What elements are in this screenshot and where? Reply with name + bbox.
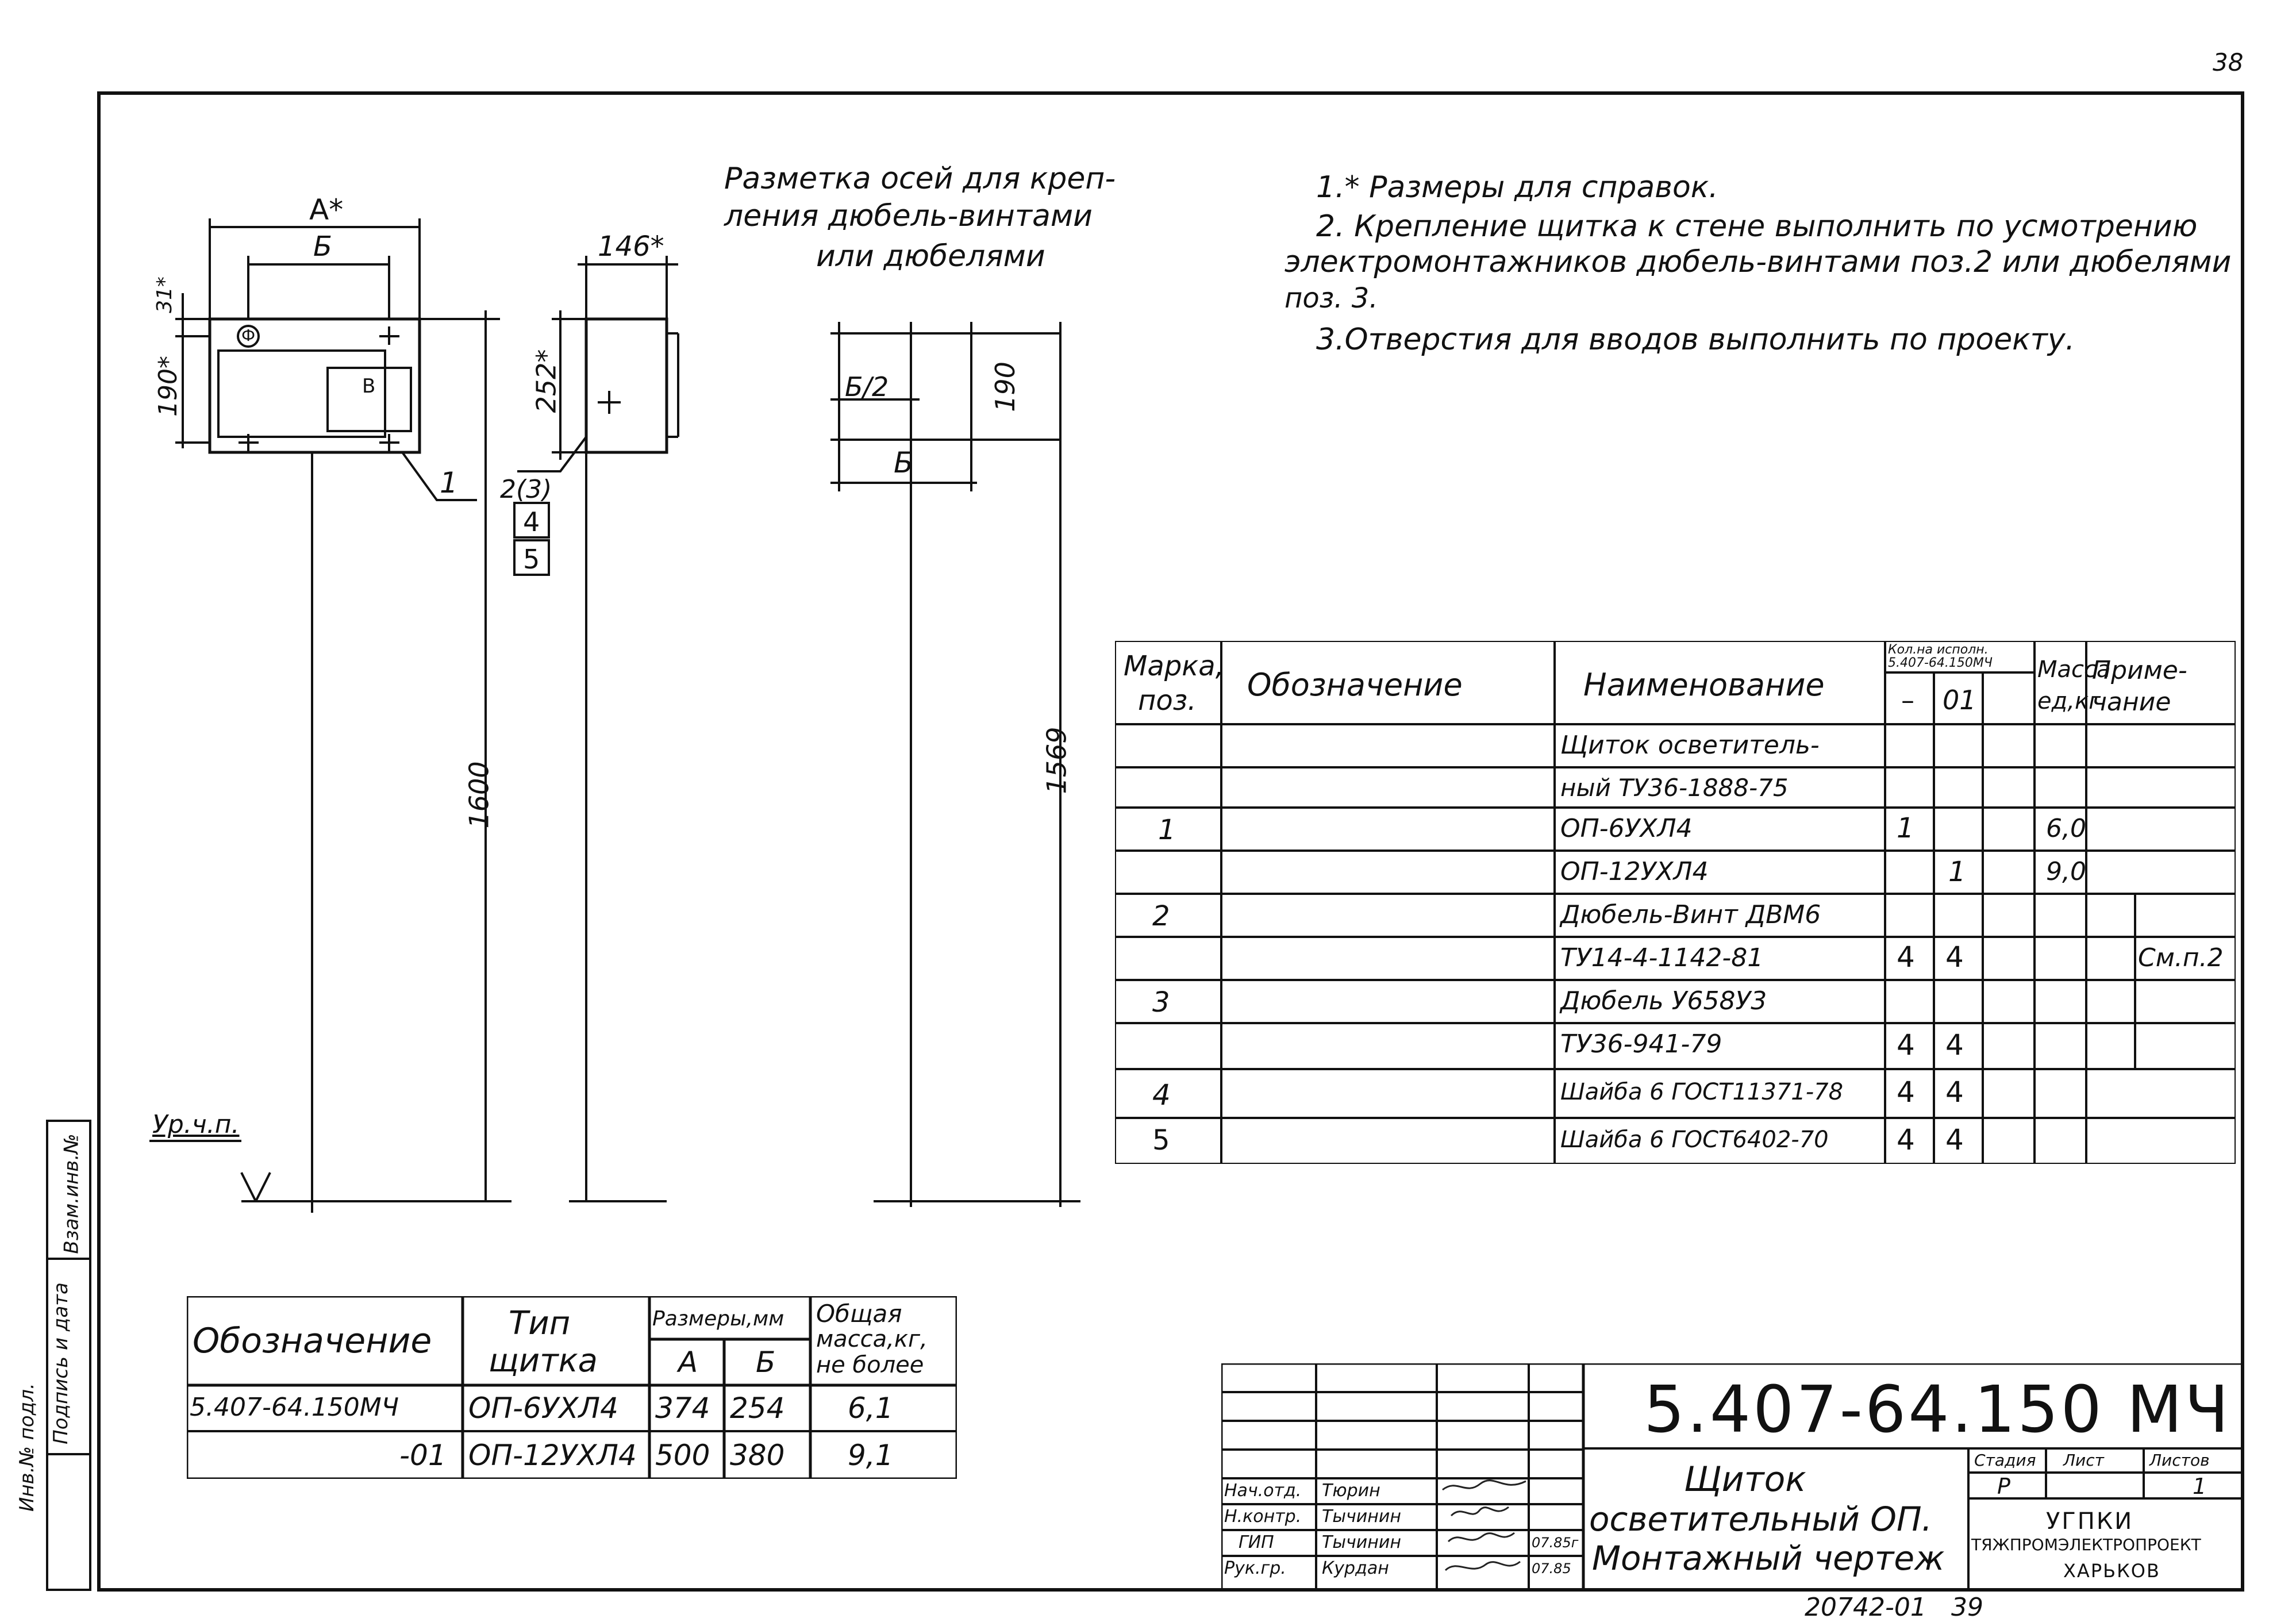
- spec-row-name: ТУ14-4-1142-81: [1560, 943, 1764, 973]
- note-2: 2. Крепление щитка к стене выполнить по усмотрению: [1316, 209, 2198, 244]
- callout-pos-2-3: 2(3): [500, 475, 552, 504]
- spec-row-qty-2: 4: [1945, 940, 1964, 974]
- spec-row-qty-2: 4: [1945, 1123, 1964, 1156]
- doc-title-line-1: Щиток: [1684, 1459, 1806, 1500]
- title-block: [1221, 1363, 2243, 1590]
- note-2-cont: электромонтажников дюбель-винтами поз.2 или дюбелями: [1284, 245, 2232, 279]
- dim-b: Б: [313, 230, 332, 263]
- type-header-mass-1: Общая: [816, 1300, 902, 1328]
- sheets-label: Листов: [2149, 1451, 2210, 1470]
- sheet-label: Лист: [2063, 1451, 2104, 1470]
- stage-label: Стадия: [1974, 1451, 2036, 1470]
- note-3: 3.Отверстия для вводов выполнить по проекту.: [1316, 322, 2075, 357]
- dim-b-marking: Б: [894, 446, 914, 479]
- stamp-signature-date: Подпись и дата: [49, 1282, 72, 1444]
- spec-row-qty-1: 4: [1897, 1028, 1915, 1062]
- name-chief-engineer: Тычинин: [1322, 1532, 1401, 1552]
- type-header-mass-2: масса,кг,: [816, 1326, 928, 1352]
- sheets-value: 1: [2193, 1474, 2207, 1499]
- dim-31: 31*: [152, 276, 176, 313]
- dim-252: 252*: [530, 349, 562, 413]
- hole-mark: Ф: [241, 326, 256, 345]
- dim-b-half: Б/2: [845, 371, 889, 402]
- panel-letter-v: В: [362, 375, 376, 398]
- spec-row-qty-1: 4: [1897, 940, 1915, 974]
- doc-title-line-2: осветительный ОП.: [1589, 1500, 1932, 1539]
- spec-row-qty-1: 4: [1897, 1075, 1915, 1109]
- spec-row-name: Дюбель У658У3: [1560, 986, 1767, 1016]
- dim-190: 190: [989, 362, 1021, 412]
- role-head-dept: Нач.отд.: [1224, 1481, 1302, 1501]
- stamp-inv-number: Инв.№ подл.: [16, 1383, 39, 1512]
- org-line-2: ТЯЖПРОМЭЛЕКТРОПРОЕКТ: [1971, 1535, 2201, 1554]
- dim-190-star: 190*: [153, 356, 183, 417]
- type-header-type-2: щитка: [489, 1342, 598, 1379]
- spec-header-note-1: Приме-: [2092, 656, 2187, 685]
- spec-row-mass: 9,0: [2046, 857, 2086, 886]
- type-header-a: А: [678, 1346, 698, 1379]
- type-row-a: 500: [655, 1439, 710, 1472]
- type-row-b: 254: [730, 1392, 785, 1425]
- role-chief-engineer: ГИП: [1239, 1532, 1274, 1552]
- spec-row-name: Шайба 6 ГОСТ11371-78: [1560, 1079, 1844, 1105]
- name-head-dept: Тюрин: [1322, 1481, 1380, 1501]
- dim-a: А*: [309, 193, 344, 226]
- role-group-lead: Рук.гр.: [1224, 1558, 1286, 1578]
- marking-caption-line-1: Разметка осей для креп-: [724, 162, 1116, 196]
- marking-caption-line-2: ления дюбель-винтами: [724, 199, 1093, 233]
- spec-header-mark-1: Марка,: [1124, 650, 1224, 682]
- dim-1569: 1569: [1041, 727, 1072, 794]
- callout-pos-1: 1: [440, 466, 458, 499]
- type-header-designation: Обозначение: [193, 1321, 432, 1361]
- type-row-a: 374: [655, 1392, 710, 1425]
- role-norm-control: Н.контр.: [1224, 1506, 1302, 1527]
- note-2-end: поз. 3.: [1284, 282, 1378, 314]
- spec-row-name: Шайба 6 ГОСТ6402-70: [1560, 1127, 1829, 1153]
- spec-header-mark-2: поз.: [1138, 685, 1197, 717]
- doc-title-line-3: Монтажный чертеж: [1592, 1539, 1945, 1578]
- spec-row-name: ОП-6УХЛ4: [1560, 814, 1693, 843]
- stamp-replacement-inv: Взам.инв.№: [60, 1133, 83, 1254]
- doc-code: 5.407-64.150 МЧ: [1644, 1373, 2231, 1447]
- note-1: 1.* Размеры для справок.: [1316, 170, 1718, 205]
- type-row-mass: 6,1: [848, 1392, 894, 1425]
- dim-1600: 1600: [463, 761, 495, 829]
- spec-header-qty-col-1: –: [1901, 685, 1914, 716]
- callout-pos-4: 4: [523, 506, 540, 537]
- spec-header-mass-2: ед,кг: [2037, 688, 2101, 714]
- type-header-b: Б: [756, 1346, 776, 1379]
- spec-row-pos: 3: [1152, 986, 1170, 1018]
- type-header-type-1: Тип: [509, 1305, 571, 1342]
- page-number: 38: [2213, 48, 2244, 76]
- spec-row-name: ОП-12УХЛ4: [1560, 857, 1709, 886]
- type-row-designation: 5.407-64.150МЧ: [190, 1393, 399, 1422]
- spec-row-pos: 5: [1152, 1124, 1170, 1156]
- spec-row-qty-2: 4: [1945, 1028, 1964, 1062]
- spec-row-qty-1: 1: [1897, 812, 1914, 844]
- spec-row-mass: 6,0: [2046, 814, 2086, 843]
- signatures: [1440, 1478, 1532, 1588]
- date-group-lead: 07.85: [1532, 1560, 1571, 1577]
- dim-146: 146*: [598, 230, 664, 263]
- spec-header-qty-2: 5.407-64.150МЧ: [1888, 656, 1993, 670]
- spec-row-pos: 4: [1152, 1078, 1171, 1112]
- type-row-mass: 9,1: [848, 1439, 894, 1472]
- spec-header-note-2: чание: [2092, 687, 2171, 717]
- name-norm-control: Тычинин: [1322, 1506, 1401, 1527]
- type-header-sizes: Размеры,мм: [652, 1307, 784, 1331]
- date-chief-engineer: 07.85г: [1532, 1535, 1579, 1551]
- archive-number: 20742-01: [1805, 1593, 1926, 1622]
- type-table: [187, 1296, 957, 1479]
- spec-header-designation: Обозначение: [1247, 667, 1463, 703]
- floor-level-label: Ур.ч.п.: [152, 1110, 240, 1139]
- callout-pos-5: 5: [523, 544, 540, 575]
- spec-row-name: ный ТУ36-1888-75: [1560, 774, 1789, 802]
- type-header-mass-3: не более: [816, 1352, 924, 1378]
- marking-caption-line-3: или дюбелями: [816, 239, 1045, 274]
- spec-row-qty-2: 1: [1948, 856, 1966, 888]
- stage-value: Р: [1997, 1474, 2010, 1499]
- archive-page: 39: [1951, 1593, 1983, 1622]
- spec-note-ref: См.п.2: [2138, 943, 2224, 973]
- type-row-b: 380: [730, 1439, 785, 1472]
- spec-row-name: Щиток осветитель-: [1560, 731, 1820, 760]
- spec-header-name: Наименование: [1583, 667, 1825, 703]
- spec-table: [1115, 641, 2236, 1164]
- spec-row-pos: 1: [1158, 814, 1176, 846]
- spec-row-qty-2: 4: [1945, 1075, 1964, 1109]
- spec-row-pos: 2: [1152, 900, 1170, 932]
- spec-header-qty-1: Кол.на исполн.: [1888, 643, 1989, 657]
- type-row-type: ОП-12УХЛ4: [468, 1439, 637, 1472]
- spec-header-mass-1: Масса: [2037, 656, 2111, 683]
- name-group-lead: Курдан: [1322, 1558, 1389, 1578]
- type-row-designation: -01: [399, 1439, 447, 1472]
- spec-header-qty-col-2: 01: [1943, 685, 1976, 716]
- spec-row-name: ТУ36-941-79: [1560, 1029, 1722, 1059]
- org-line-1: УГПКИ: [2046, 1508, 2134, 1535]
- spec-row-name: Дюбель-Винт ДВМ6: [1560, 900, 1821, 929]
- spec-row-qty-1: 4: [1897, 1123, 1915, 1156]
- type-row-type: ОП-6УХЛ4: [468, 1392, 618, 1425]
- org-line-3: ХАРЬКОВ: [2063, 1560, 2160, 1582]
